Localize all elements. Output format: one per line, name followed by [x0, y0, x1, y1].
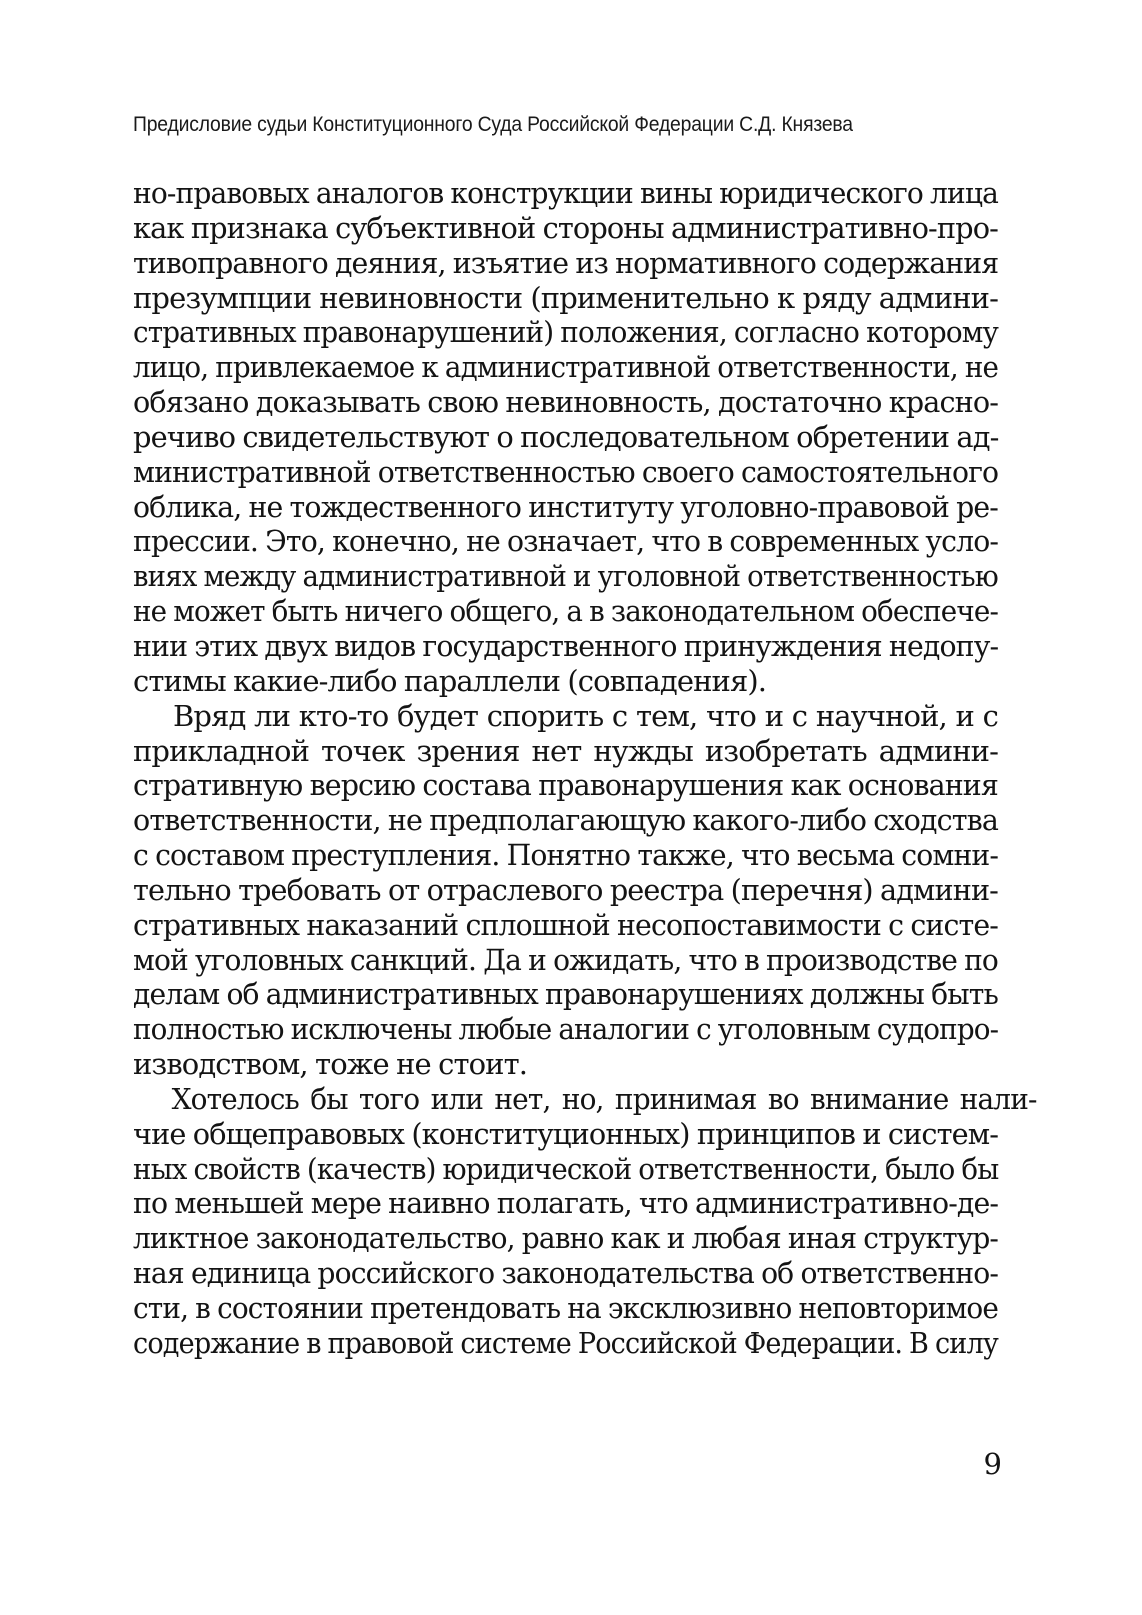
running-header: Предисловие судьи Конституционного Суда Российской Федерации С.Д. Князева [133, 112, 853, 136]
text-line: как признака субъективной стороны административно-про- [133, 210, 998, 245]
text-line: стимы какие-либо параллели (совпадения). [133, 663, 767, 698]
text-line: не может быть ничего общего, а в законодательном обеспече- [133, 594, 998, 629]
paragraph-1 [133, 176, 998, 699]
text-line: прессии. Это, конечно, не означает, что в современных усло- [133, 524, 999, 559]
text-line: ответственности, не предполагающую какого-либо сходства [133, 803, 999, 838]
body-text [133, 176, 1037, 1361]
text-line: сти, в состоянии претендовать на эксклюзивно неповторимое [133, 1291, 999, 1325]
text-line: с составом преступления. Понятно также, что весьма сомни- [133, 838, 999, 873]
text-line: ликтное законодательство, равно как и любая иная структур- [133, 1221, 999, 1256]
text-line: Вряд ли кто-то будет спорить с тем, что и с научной, и с [173, 698, 998, 733]
text-line: виях между административной и уголовной ответственностью [133, 559, 998, 594]
text-line: по меньшей мере наивно полагать, что административно-де- [133, 1186, 999, 1221]
text-line: стративных правонарушений) положения, согласно которому [133, 315, 999, 350]
text-line: полностью исключены любые аналогии с уголовным судопро- [133, 1012, 999, 1047]
text-line: тивоправного деяния, изъятие из нормативного содержания [133, 245, 999, 280]
text-line: презумпции невиновности (применительно к ряду админи- [133, 280, 998, 315]
text-line: облика, не тождественного институту уголовно-правовой ре- [133, 489, 999, 524]
text-line: содержание в правовой системе Российской Федерации. В силу [133, 1325, 998, 1360]
text-line: ных свойств (качеств) юридической ответственности, было бы [133, 1151, 999, 1186]
text-line: речиво свидетельствуют о последовательном обретении ад- [133, 419, 999, 454]
text-line: прикладной точек зрения нет нужды изобретать админи- [133, 733, 998, 768]
text-line: стративных наказаний сплошной несопоставимости с систе- [133, 907, 998, 942]
text-line: но-правовых аналогов конструкции вины юридического лица [133, 176, 998, 210]
page-number: 9 [983, 1447, 1002, 1481]
text-line: министративной ответственностью своего самостоятельного [133, 454, 999, 489]
text-line: мой уголовных санкций. Да и ожидать, что в производстве по [133, 942, 998, 977]
paragraph-2 [133, 699, 998, 1082]
text-line: нии этих двух видов государственного принуждения недопу- [133, 628, 999, 663]
text-line: стративную версию состава правонарушения как основания [133, 768, 998, 803]
paragraph-3 [133, 1081, 1037, 1361]
text-line: делам об административных правонарушениях должны быть [133, 977, 998, 1012]
text-line: обязано доказывать свою невиновность, достаточно красно- [133, 385, 999, 420]
text-line: лицо, привлекаемое к административной ответственности, не [133, 350, 999, 385]
text-line: Хотелось бы того или нет, но, принимая во внимание нали- [171, 1081, 1037, 1116]
text-line: чие общеправовых (конституционных) принципов и систем- [133, 1116, 999, 1151]
text-line: изводством, тоже не стоит. [133, 1047, 528, 1082]
text-line: тельно требовать от отраслевого реестра (перечня) админи- [133, 872, 998, 907]
text-line: ная единица российского законодательства об ответственно- [133, 1256, 998, 1291]
